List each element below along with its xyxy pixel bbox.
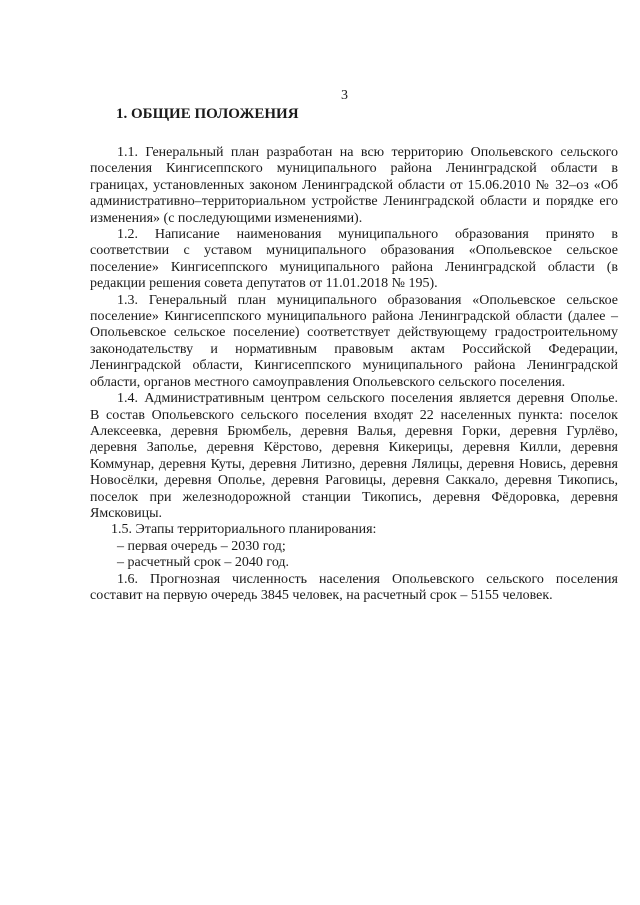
text-line: Новосёлки, деревня Ополье, деревня Раговицы, деревня Саккало, деревня Тикопись, xyxy=(90,473,618,489)
text-line: границах, установленных законом Ленинградской области от 15.06.2010 № 32–оз «Об xyxy=(90,177,618,193)
text-line: 1.4. Административным центром сельского поселения является деревня Ополье. xyxy=(117,391,618,407)
text-line: области, органов местного самоуправления Опольевского сельского поселения. xyxy=(90,374,566,390)
text-line: поселения Кингисеппского муниципального района Ленинградской области в xyxy=(90,161,618,177)
text-line: соответствии с уставом муниципального образования «Опольевское сельское xyxy=(90,243,618,259)
text-line: редакции решения совета депутатов от 11.01.2018 № 195). xyxy=(90,276,438,292)
text-line: поселок при железнодорожной станции Тикопись, деревня Фёдоровка, деревня xyxy=(90,489,618,505)
text-line: изменения» (с последующими изменениями). xyxy=(90,210,363,226)
text-line: – расчетный срок – 2040 год. xyxy=(117,555,290,571)
section-heading: 1. ОБЩИЕ ПОЛОЖЕНИЯ xyxy=(116,106,299,122)
text-line: Опольевское сельское поселение) соответствует действующему градостроительному xyxy=(90,325,618,341)
text-line: Коммунар, деревня Куты, деревня Литизно, деревня Лялицы, деревня Новись, деревня xyxy=(90,456,618,472)
text-line: Ямсковицы. xyxy=(90,505,163,521)
page-number: 3 xyxy=(341,88,348,103)
text-line: 1.5. Этапы территориального планирования: xyxy=(111,522,377,538)
text-line: законодательству и нормативным правовым актам Российской Федерации, xyxy=(90,341,618,357)
text-line: административно–территориальном устройстве Ленинградской области и порядке его xyxy=(90,194,618,210)
text-line: Ленинградской области, Кингисеппского муниципального района Ленинградской xyxy=(90,358,618,374)
text-line: поселение» Кингисеппского муниципального района Ленинградской области (в xyxy=(90,259,618,275)
text-line: В состав Опольевского сельского поселения входят 22 населенных пункта: поселок xyxy=(90,407,618,423)
text-line: деревня Заполье, деревня Кёрстово, деревня Кикерицы, деревня Килли, деревня xyxy=(90,440,618,456)
text-line: 1.2. Написание наименования муниципального образования принято в xyxy=(117,227,618,243)
text-line: поселение» Кингисеппского муниципального района Ленинградской области (далее – xyxy=(90,309,618,325)
text-line: 1.6. Прогнозная численность населения Опольевского сельского поселения xyxy=(117,571,618,587)
text-line: составит на первую очередь 3845 человек, на расчетный срок – 5155 человек. xyxy=(90,587,553,603)
text-line: – первая очередь – 2030 год; xyxy=(117,538,286,554)
text-line: Алексеевка, деревня Брюмбель, деревня Валья, деревня Горки, деревня Гурлёво, xyxy=(90,423,618,439)
text-line: 1.1. Генеральный план разработан на всю территорию Опольевского сельского xyxy=(117,145,618,160)
text-line: 1.3. Генеральный план муниципального образования «Опольевское сельское xyxy=(117,292,618,308)
body-text xyxy=(90,145,618,604)
